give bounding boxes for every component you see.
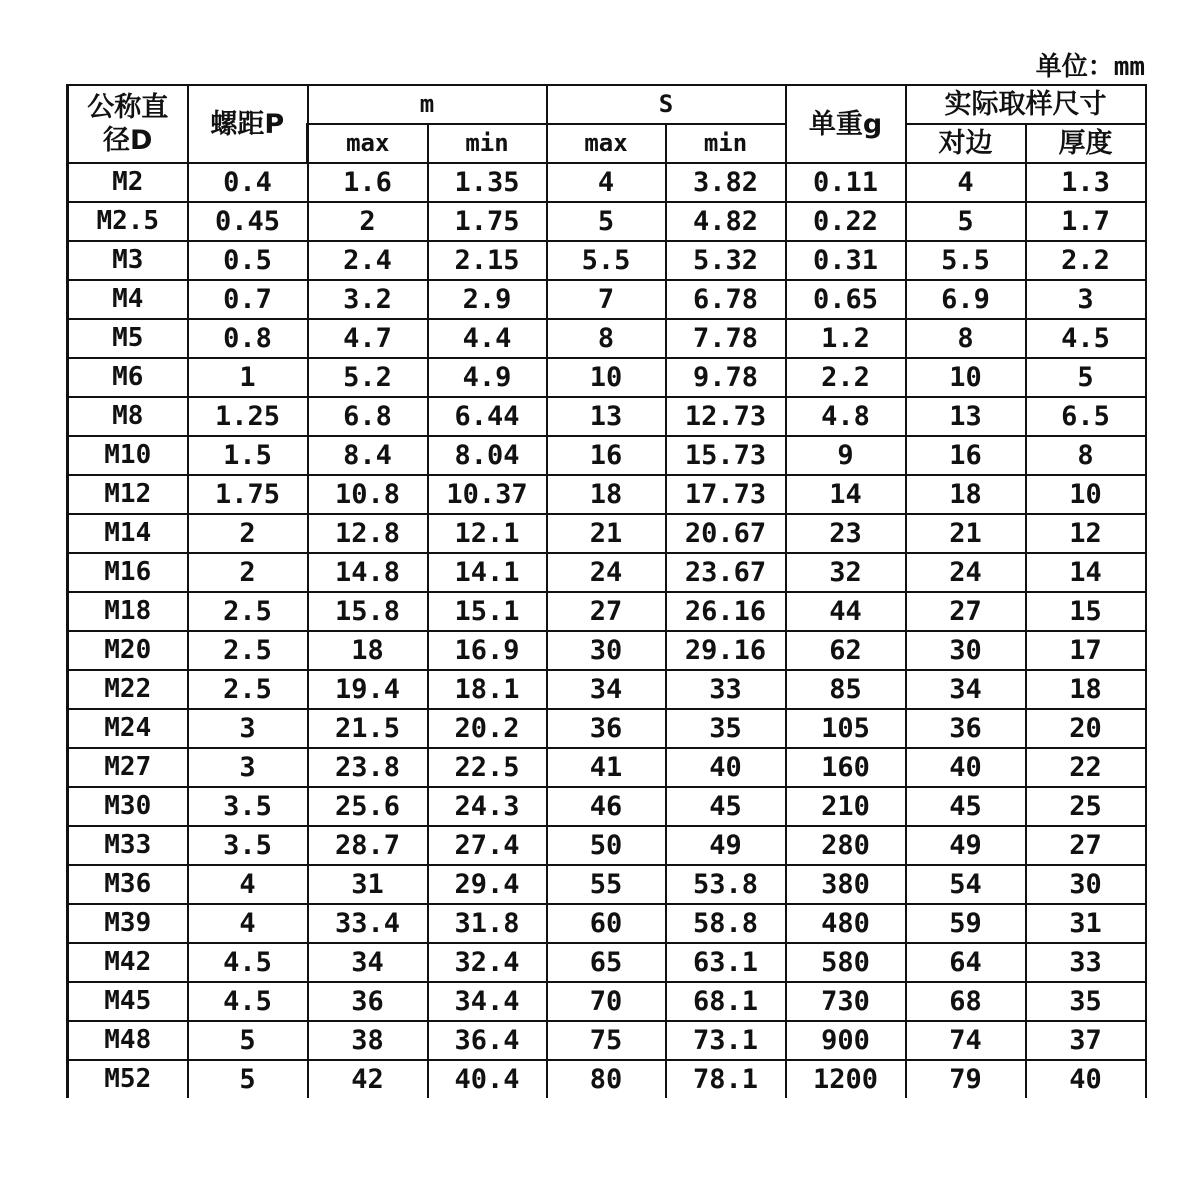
cell-s-max: 50: [547, 826, 666, 865]
cell-s-max: 21: [547, 514, 666, 553]
cell-m-min: 6.44: [428, 397, 547, 436]
cell-s-min: 3.82: [666, 163, 786, 202]
cell-s-min: 29.16: [666, 631, 786, 670]
cell-across-flats: 68: [906, 982, 1026, 1021]
table-row: [68, 436, 1146, 475]
cell-m-max: 33.4: [308, 904, 428, 943]
cell-s-min: 45: [666, 787, 786, 826]
cell-s-max: 16: [547, 436, 666, 475]
cell-s-max: 10: [547, 358, 666, 397]
cell-diameter: M3: [68, 241, 188, 280]
cell-m-max: 5.2: [308, 358, 428, 397]
cell-s-min: 68.1: [666, 982, 786, 1021]
cell-m-max: 42: [308, 1060, 428, 1098]
cell-m-min: 29.4: [428, 865, 547, 904]
cell-s-min: 6.78: [666, 280, 786, 319]
cell-across-flats: 27: [906, 592, 1026, 631]
cell-m-max: 31: [308, 865, 428, 904]
header-across-flats: 对边: [906, 124, 1026, 163]
cell-m-min: 1.35: [428, 163, 547, 202]
table-body: [68, 163, 1146, 1098]
cell-across-flats: 64: [906, 943, 1026, 982]
cell-weight: 105: [786, 709, 906, 748]
cell-m-min: 32.4: [428, 943, 547, 982]
cell-s-min: 20.67: [666, 514, 786, 553]
cell-pitch: 2.5: [188, 631, 308, 670]
cell-across-flats: 6.9: [906, 280, 1026, 319]
cell-across-flats: 21: [906, 514, 1026, 553]
cell-s-min: 4.82: [666, 202, 786, 241]
cell-m-min: 31.8: [428, 904, 547, 943]
cell-m-max: 25.6: [308, 787, 428, 826]
cell-pitch: 4: [188, 904, 308, 943]
cell-m-max: 18: [308, 631, 428, 670]
header-s: S: [547, 85, 786, 124]
cell-weight: 0.11: [786, 163, 906, 202]
cell-m-max: 21.5: [308, 709, 428, 748]
cell-weight: 280: [786, 826, 906, 865]
cell-s-max: 5.5: [547, 241, 666, 280]
header-diameter-line2: 径D: [103, 125, 153, 156]
table-row: [68, 865, 1146, 904]
cell-diameter: M36: [68, 865, 188, 904]
cell-m-max: 12.8: [308, 514, 428, 553]
cell-s-min: 26.16: [666, 592, 786, 631]
header-diameter-line1: 公称直: [87, 92, 169, 123]
cell-s-max: 5: [547, 202, 666, 241]
cell-thickness: 37: [1026, 1021, 1146, 1060]
cell-m-min: 16.9: [428, 631, 547, 670]
cell-pitch: 5: [188, 1021, 308, 1060]
cell-pitch: 2.5: [188, 670, 308, 709]
table-row: [68, 943, 1146, 982]
cell-m-min: 4.9: [428, 358, 547, 397]
cell-thickness: 3: [1026, 280, 1146, 319]
cell-m-min: 4.4: [428, 319, 547, 358]
header-diameter: [68, 85, 188, 163]
cell-s-max: 80: [547, 1060, 666, 1098]
cell-m-max: 3.2: [308, 280, 428, 319]
cell-weight: 44: [786, 592, 906, 631]
cell-diameter: M6: [68, 358, 188, 397]
cell-m-max: 34: [308, 943, 428, 982]
cell-weight: 2.2: [786, 358, 906, 397]
cell-diameter: M42: [68, 943, 188, 982]
cell-diameter: M39: [68, 904, 188, 943]
cell-m-max: 23.8: [308, 748, 428, 787]
cell-thickness: 20: [1026, 709, 1146, 748]
cell-m-max: 6.8: [308, 397, 428, 436]
cell-weight: 380: [786, 865, 906, 904]
cell-diameter: M12: [68, 475, 188, 514]
cell-s-max: 75: [547, 1021, 666, 1060]
cell-m-min: 36.4: [428, 1021, 547, 1060]
cell-weight: 85: [786, 670, 906, 709]
cell-pitch: 1: [188, 358, 308, 397]
cell-thickness: 25: [1026, 787, 1146, 826]
cell-m-min: 14.1: [428, 553, 547, 592]
cell-thickness: 10: [1026, 475, 1146, 514]
cell-s-max: 4: [547, 163, 666, 202]
cell-m-min: 15.1: [428, 592, 547, 631]
cell-diameter: M5: [68, 319, 188, 358]
table-row: [68, 904, 1146, 943]
cell-pitch: 4: [188, 865, 308, 904]
cell-pitch: 2: [188, 553, 308, 592]
cell-across-flats: 49: [906, 826, 1026, 865]
cell-m-max: 2.4: [308, 241, 428, 280]
unit-label: 单位：mm: [1035, 52, 1145, 82]
cell-pitch: 3: [188, 748, 308, 787]
cell-diameter: M16: [68, 553, 188, 592]
cell-thickness: 12: [1026, 514, 1146, 553]
cell-pitch: 0.5: [188, 241, 308, 280]
cell-across-flats: 13: [906, 397, 1026, 436]
cell-diameter: M2.5: [68, 202, 188, 241]
cell-thickness: 40: [1026, 1060, 1146, 1098]
cell-m-min: 2.9: [428, 280, 547, 319]
cell-diameter: M24: [68, 709, 188, 748]
cell-s-min: 12.73: [666, 397, 786, 436]
cell-thickness: 14: [1026, 553, 1146, 592]
cell-thickness: 18: [1026, 670, 1146, 709]
cell-m-min: 27.4: [428, 826, 547, 865]
cell-weight: 23: [786, 514, 906, 553]
cell-thickness: 1.7: [1026, 202, 1146, 241]
cell-thickness: 6.5: [1026, 397, 1146, 436]
table-row: [68, 670, 1146, 709]
cell-m-min: 1.75: [428, 202, 547, 241]
cell-m-max: 4.7: [308, 319, 428, 358]
cell-across-flats: 79: [906, 1060, 1026, 1098]
cell-across-flats: 16: [906, 436, 1026, 475]
cell-m-min: 40.4: [428, 1060, 547, 1098]
cell-across-flats: 5.5: [906, 241, 1026, 280]
cell-weight: 580: [786, 943, 906, 982]
cell-s-max: 24: [547, 553, 666, 592]
cell-diameter: M30: [68, 787, 188, 826]
cell-s-max: 7: [547, 280, 666, 319]
cell-s-min: 7.78: [666, 319, 786, 358]
cell-thickness: 15: [1026, 592, 1146, 631]
cell-s-min: 5.32: [666, 241, 786, 280]
table-row: [68, 826, 1146, 865]
cell-across-flats: 34: [906, 670, 1026, 709]
cell-m-min: 12.1: [428, 514, 547, 553]
cell-across-flats: 8: [906, 319, 1026, 358]
cell-across-flats: 59: [906, 904, 1026, 943]
cell-pitch: 2: [188, 514, 308, 553]
cell-s-min: 73.1: [666, 1021, 786, 1060]
cell-pitch: 0.45: [188, 202, 308, 241]
cell-s-min: 40: [666, 748, 786, 787]
cell-across-flats: 54: [906, 865, 1026, 904]
cell-m-max: 38: [308, 1021, 428, 1060]
cell-m-min: 10.37: [428, 475, 547, 514]
table-row: [68, 280, 1146, 319]
cell-s-max: 60: [547, 904, 666, 943]
cell-weight: 160: [786, 748, 906, 787]
cell-pitch: 1.75: [188, 475, 308, 514]
cell-thickness: 31: [1026, 904, 1146, 943]
cell-s-max: 36: [547, 709, 666, 748]
cell-diameter: M14: [68, 514, 188, 553]
cell-s-max: 8: [547, 319, 666, 358]
cell-weight: 1200: [786, 1060, 906, 1098]
cell-diameter: M8: [68, 397, 188, 436]
cell-s-min: 49: [666, 826, 786, 865]
cell-s-min: 58.8: [666, 904, 786, 943]
cell-pitch: 1.25: [188, 397, 308, 436]
cell-m-min: 34.4: [428, 982, 547, 1021]
header-row-1: [68, 85, 1146, 124]
cell-thickness: 5: [1026, 358, 1146, 397]
cell-pitch: 4.5: [188, 943, 308, 982]
cell-weight: 210: [786, 787, 906, 826]
table-row: [68, 1021, 1146, 1060]
cell-s-max: 41: [547, 748, 666, 787]
cell-diameter: M18: [68, 592, 188, 631]
table-row: [68, 241, 1146, 280]
header-m: m: [308, 85, 547, 124]
cell-m-max: 36: [308, 982, 428, 1021]
cell-weight: 0.22: [786, 202, 906, 241]
cell-across-flats: 10: [906, 358, 1026, 397]
table-row: [68, 709, 1146, 748]
cell-m-max: 10.8: [308, 475, 428, 514]
cell-pitch: 0.4: [188, 163, 308, 202]
cell-m-max: 19.4: [308, 670, 428, 709]
header-s-max: max: [547, 124, 666, 163]
cell-m-min: 24.3: [428, 787, 547, 826]
cell-diameter: M48: [68, 1021, 188, 1060]
cell-m-max: 8.4: [308, 436, 428, 475]
cell-s-min: 35: [666, 709, 786, 748]
cell-weight: 1.2: [786, 319, 906, 358]
cell-weight: 900: [786, 1021, 906, 1060]
cell-s-max: 70: [547, 982, 666, 1021]
table-row: [68, 475, 1146, 514]
cell-thickness: 17: [1026, 631, 1146, 670]
cell-m-min: 22.5: [428, 748, 547, 787]
cell-weight: 0.31: [786, 241, 906, 280]
cell-s-max: 65: [547, 943, 666, 982]
cell-weight: 62: [786, 631, 906, 670]
cell-m-min: 8.04: [428, 436, 547, 475]
cell-thickness: 22: [1026, 748, 1146, 787]
cell-diameter: M10: [68, 436, 188, 475]
table-row: [68, 202, 1146, 241]
cell-m-min: 2.15: [428, 241, 547, 280]
cell-s-max: 18: [547, 475, 666, 514]
table-row: [68, 514, 1146, 553]
table-row: [68, 397, 1146, 436]
cell-pitch: 0.8: [188, 319, 308, 358]
header-weight: 单重g: [786, 85, 906, 163]
cell-s-max: 13: [547, 397, 666, 436]
cell-diameter: M27: [68, 748, 188, 787]
table-header: [68, 85, 1146, 163]
cell-across-flats: 40: [906, 748, 1026, 787]
cell-m-max: 1.6: [308, 163, 428, 202]
cell-pitch: 3.5: [188, 787, 308, 826]
cell-s-max: 55: [547, 865, 666, 904]
cell-pitch: 0.7: [188, 280, 308, 319]
cell-weight: 4.8: [786, 397, 906, 436]
cell-s-min: 15.73: [666, 436, 786, 475]
cell-s-min: 23.67: [666, 553, 786, 592]
cell-diameter: M2: [68, 163, 188, 202]
cell-m-max: 28.7: [308, 826, 428, 865]
cell-across-flats: 5: [906, 202, 1026, 241]
cell-weight: 0.65: [786, 280, 906, 319]
cell-m-min: 20.2: [428, 709, 547, 748]
cell-thickness: 2.2: [1026, 241, 1146, 280]
cell-across-flats: 45: [906, 787, 1026, 826]
header-s-min: min: [666, 124, 786, 163]
table-row: [68, 319, 1146, 358]
cell-across-flats: 18: [906, 475, 1026, 514]
cell-pitch: 3: [188, 709, 308, 748]
cell-weight: 32: [786, 553, 906, 592]
cell-s-min: 33: [666, 670, 786, 709]
cell-thickness: 30: [1026, 865, 1146, 904]
cell-thickness: 27: [1026, 826, 1146, 865]
cell-pitch: 2.5: [188, 592, 308, 631]
cell-s-min: 9.78: [666, 358, 786, 397]
cell-s-max: 27: [547, 592, 666, 631]
cell-m-min: 18.1: [428, 670, 547, 709]
table-row: [68, 631, 1146, 670]
cell-pitch: 5: [188, 1060, 308, 1098]
table-row: [68, 163, 1146, 202]
cell-pitch: 4.5: [188, 982, 308, 1021]
header-pitch: 螺距P: [188, 85, 308, 163]
cell-diameter: M22: [68, 670, 188, 709]
cell-thickness: 33: [1026, 943, 1146, 982]
cell-s-min: 53.8: [666, 865, 786, 904]
table-row: [68, 592, 1146, 631]
table-row: [68, 553, 1146, 592]
cell-across-flats: 74: [906, 1021, 1026, 1060]
table-row: [68, 358, 1146, 397]
cell-s-max: 46: [547, 787, 666, 826]
cell-s-min: 17.73: [666, 475, 786, 514]
cell-thickness: 1.3: [1026, 163, 1146, 202]
nut-spec-table: [66, 84, 1147, 1098]
cell-diameter: M33: [68, 826, 188, 865]
header-m-min: min: [428, 124, 547, 163]
cell-m-max: 14.8: [308, 553, 428, 592]
cell-pitch: 1.5: [188, 436, 308, 475]
cell-diameter: M20: [68, 631, 188, 670]
cell-diameter: M4: [68, 280, 188, 319]
cell-diameter: M52: [68, 1060, 188, 1098]
cell-s-min: 78.1: [666, 1060, 786, 1098]
table-row: [68, 748, 1146, 787]
cell-s-max: 34: [547, 670, 666, 709]
table-row: [68, 787, 1146, 826]
header-m-max: max: [308, 124, 428, 163]
cell-thickness: 8: [1026, 436, 1146, 475]
cell-weight: 480: [786, 904, 906, 943]
header-sample: 实际取样尺寸: [906, 85, 1146, 124]
cell-weight: 14: [786, 475, 906, 514]
cell-pitch: 3.5: [188, 826, 308, 865]
cell-weight: 9: [786, 436, 906, 475]
cell-across-flats: 36: [906, 709, 1026, 748]
cell-m-max: 15.8: [308, 592, 428, 631]
cell-m-max: 2: [308, 202, 428, 241]
cell-across-flats: 4: [906, 163, 1026, 202]
cell-thickness: 35: [1026, 982, 1146, 1021]
cell-across-flats: 30: [906, 631, 1026, 670]
cell-thickness: 4.5: [1026, 319, 1146, 358]
cell-weight: 730: [786, 982, 906, 1021]
cell-s-min: 63.1: [666, 943, 786, 982]
cell-s-max: 30: [547, 631, 666, 670]
table-row: [68, 982, 1146, 1021]
cell-diameter: M45: [68, 982, 188, 1021]
header-thickness: 厚度: [1026, 124, 1146, 163]
table-row: [68, 1060, 1146, 1098]
cell-across-flats: 24: [906, 553, 1026, 592]
